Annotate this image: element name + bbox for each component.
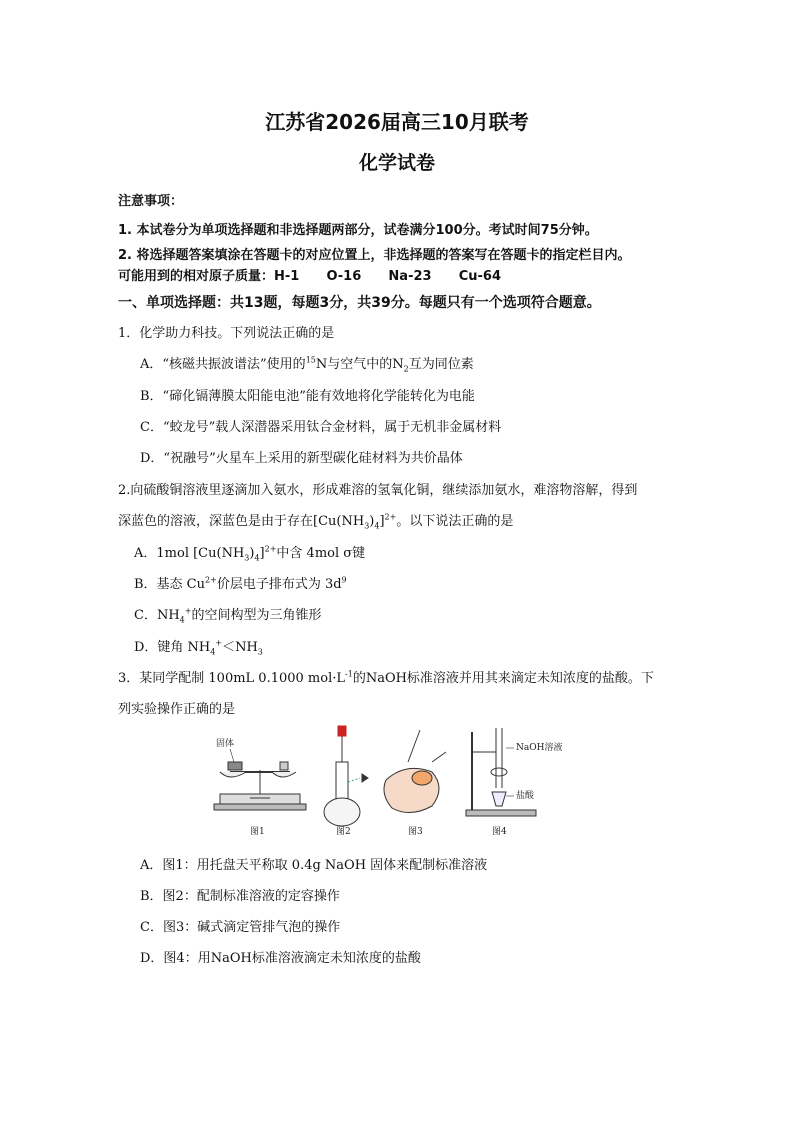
q1-a-post: 互为同位素 (408, 357, 474, 372)
q2-c-sub: 4 (179, 615, 185, 625)
q2-c-text: C．NH (134, 608, 180, 623)
q3-stem-post: 的NaOH标准溶液并用其来滴定未知浓度的盐酸。下 (352, 671, 654, 686)
caption-fig2: 图2 (336, 827, 351, 837)
question-2-stem-line-2 (118, 510, 513, 529)
question-2-option-b (134, 573, 347, 592)
question-2-option-d (134, 636, 263, 655)
q2-b-text: B．基态 Cu (134, 577, 206, 592)
q1-a-text: A．“核磁共振波谱法”使用的 (140, 357, 306, 372)
q2-c-post: 的空间构型为三角锥形 (191, 608, 322, 623)
q1-a-sub: 2 (403, 364, 409, 374)
q2-stem-sup: 2+ (384, 512, 397, 522)
q2-a-text: A．1mol [Cu(NH (134, 546, 245, 561)
q2-b-mid: 价层电子排布式为 3d (216, 577, 342, 592)
q2-a-mid2: ] (259, 546, 265, 561)
q2-a-sub2: 4 (254, 553, 260, 563)
q2-c-sup: + (184, 606, 192, 616)
question-3-stem-line-2: 列实验操作正确的是 (118, 702, 236, 717)
q1-a-mid: N与空气中的N (315, 357, 404, 372)
label-hcl: 盐酸 (516, 791, 535, 801)
q2-stem-sub2: 4 (374, 521, 380, 531)
notes-heading: 注意事项： (118, 194, 184, 209)
question-2-stem-line-1: 2.向硫酸铜溶液里逐滴加入氨水，形成难溶的氢氧化铜，继续添加氨水，难溶物溶解，得到 (118, 483, 638, 498)
q2-a-sub: 3 (244, 553, 250, 563)
lab-apparatus-figure (210, 722, 580, 840)
question-3-stem-line-1 (118, 667, 654, 686)
question-1-option-d: D．“祝融号”火星车上采用的新型碳化硅材料为共价晶体 (140, 451, 463, 466)
q2-d-mid: ＜NH (222, 640, 258, 655)
caption-fig1: 图1 (250, 827, 265, 837)
q2-d-sub2: 3 (257, 647, 263, 657)
question-2-option-c (134, 604, 321, 623)
exam-subtitle: 化学试卷 (358, 152, 435, 174)
burette-bubble-figure (384, 730, 446, 813)
question-3-option-d: D．图4：用NaOH标准溶液滴定未知浓度的盐酸 (140, 951, 421, 966)
volumetric-flask-figure (324, 726, 368, 826)
question-1-stem: 1．化学助力科技。下列说法正确的是 (118, 326, 335, 341)
caption-fig3: 图3 (408, 827, 423, 837)
q2-d-text: D．键角 NH (134, 640, 211, 655)
titration-stand-figure (466, 728, 536, 816)
q2-b-sup2: 9 (341, 575, 347, 585)
notes-item-2: 2. 将选择题答案填涂在答题卡的对应位置上，非选择题的答案写在答题卡的指定栏目内。 (118, 248, 631, 263)
q2-a-post: 中含 4mol σ键 (276, 546, 366, 561)
exam-title: 江苏省2026届高三10月联考 (265, 110, 529, 134)
q2-d-sub: 4 (210, 647, 216, 657)
label-solid: 固体 (216, 739, 235, 749)
q2-a-mid: ) (249, 546, 255, 561)
q2-b-sup: 2+ (205, 575, 217, 585)
atomic-masses: 可能用到的相对原子质量：H-1 O-16 Na-23 Cu-64 (118, 269, 501, 284)
section-heading: 一、单项选择题：共13题，每题3分，共39分。每题只有一个选项符合题意。 (118, 295, 601, 311)
q2-stem-text: 深蓝色的溶液，深蓝色是由于存在[Cu(NH (118, 514, 365, 529)
q3-stem-sup: -1 (345, 669, 353, 679)
question-2-option-a (134, 542, 365, 561)
q2-stem-mid: ) (369, 514, 375, 529)
notes-item-1: 1. 本试卷分为单项选择题和非选择题两部分，试卷满分100分。考试时间75分钟。 (118, 223, 598, 238)
question-3-option-a: A．图1：用托盘天平称取 0.4g NaOH 固体来配制标准溶液 (140, 858, 488, 873)
q2-stem-post: 。以下说法正确的是 (396, 514, 514, 529)
question-1-option-a (140, 353, 474, 372)
question-3-option-b: B．图2：配制标准溶液的定容操作 (140, 889, 340, 904)
q2-a-sup: 2+ (264, 544, 277, 554)
question-1-option-c: C．“蛟龙号”载人深潜器采用钛合金材料，属于无机非金属材料 (140, 420, 502, 435)
balance-figure (214, 762, 306, 810)
q2-d-sup: + (215, 638, 223, 648)
caption-fig4: 图4 (492, 827, 507, 837)
q2-stem-mid2: ] (379, 514, 385, 529)
q2-stem-sub: 3 (364, 521, 370, 531)
q3-stem-text: 3．某同学配制 100mL 0.1000 mol·L (118, 671, 346, 686)
label-naoh-solution: NaOH溶液 (516, 743, 563, 753)
question-1-option-b: B．“碲化镉薄膜太阳能电池”能有效地将化学能转化为电能 (140, 389, 475, 404)
question-3-option-c: C．图3：碱式滴定管排气泡的操作 (140, 920, 341, 935)
q1-a-sup: 15 (305, 355, 316, 365)
